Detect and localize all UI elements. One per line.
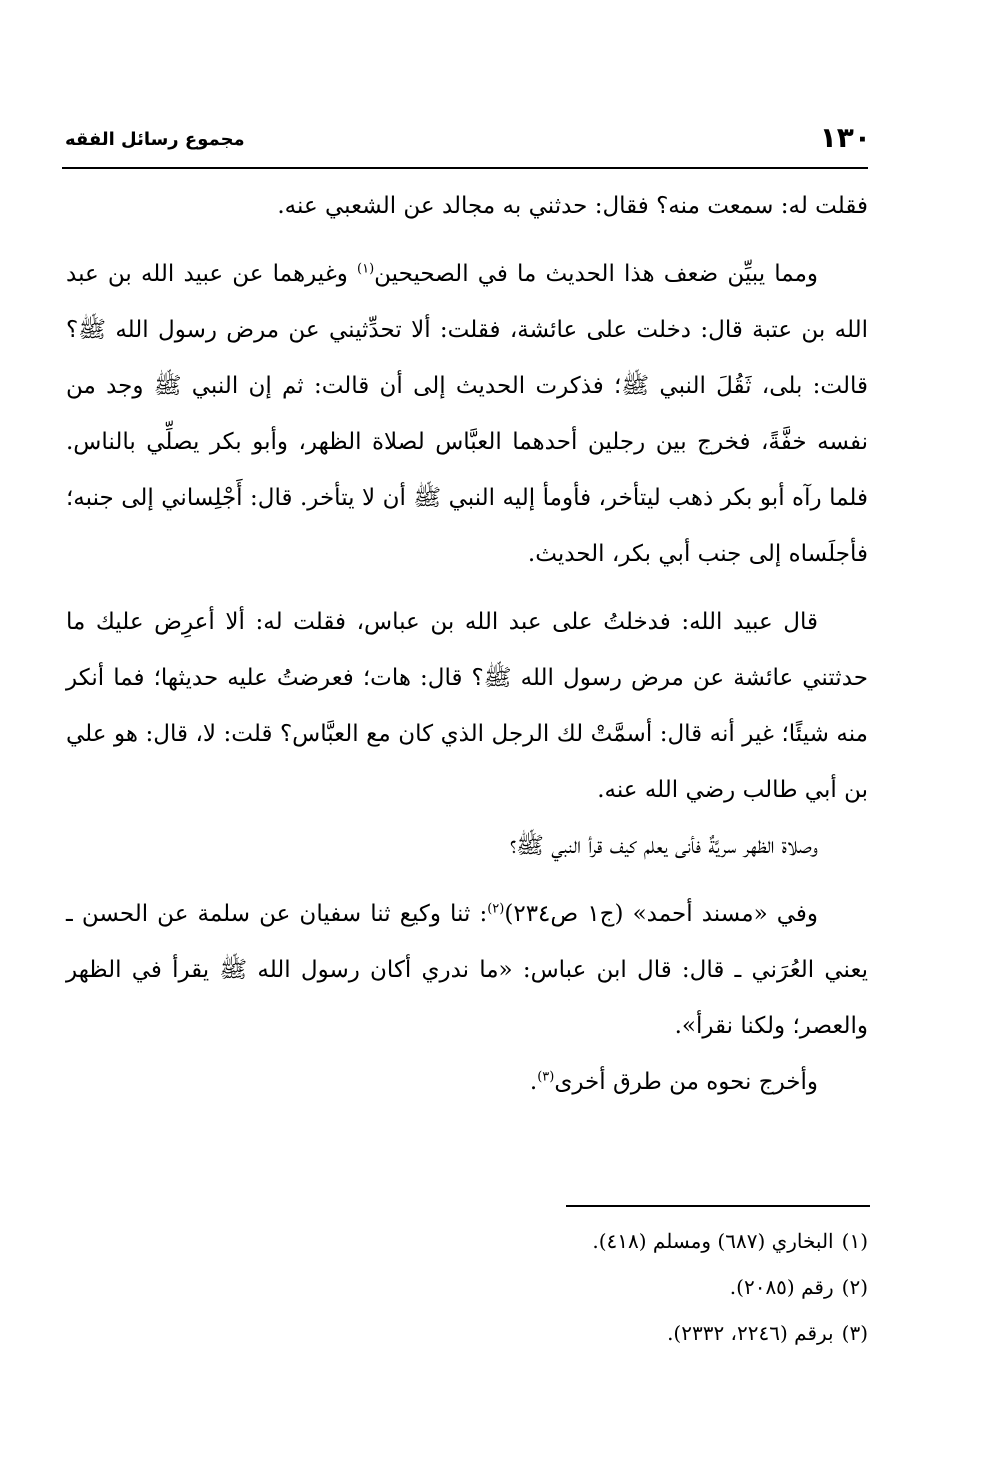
- paragraph-3: قال عبيد الله: فدخلتُ على عبد الله بن عباس، فقلت له: ألا أعرِض عليك ما حدثتني عائشة عن مرض رسول الله ﷺ؟ قال: هات؛ فعرضتُ عليه حديثها؛ فما أنكر منه شيئًا؛ غير أنه قال: أسمَّتْ لك الرجل الذي كان مع العبَّاس؟ قلت: لا، قال: هو علي بن أبي طالب رضي الله عنه.: [66, 609, 868, 803]
- paragraph-2-part-b: وغيرهما عن عبيد الله بن عبد الله بن عتبة قال: دخلت على عائشة، فقلت: ألا تحدِّثيني عن مرض رسول الله ﷺ؟ قالت: بلى، ثَقُلَ النبي ﷺ؛ فذكرت الحديث إلى أن قالت: ثم إن النبي ﷺ وجد من نفسه خفَّةً، فخرج بين رجلين أحدهما العبَّاس لصلاة الظهر، وأبو بكر يصلِّي بالناس. فلما رآه أبو بكر ذهب ليتأخر، فأومأ إليه النبي ﷺ أن لا يتأخر. قال: أَجْلِساني إلى جنبه؛ فأجلَساه إلى جنب أبي بكر، الحديث.: [66, 261, 868, 567]
- paragraph-6: [66, 1054, 868, 1110]
- footnotes: [368, 1218, 868, 1356]
- main-text: [66, 178, 868, 1110]
- paragraph-6-part-b: .: [529, 1069, 538, 1095]
- page-number: ١٣٠: [819, 121, 871, 154]
- footnote-1-number: (١): [841, 1229, 868, 1253]
- footnote-ref-1: (١): [357, 261, 375, 277]
- footnote-ref-3: (٣): [537, 1069, 555, 1085]
- paragraph-4: وصلاة الظهر سريَّةٌ فأنى يعلم كيف قرأ النبي ﷺ؟: [509, 833, 818, 859]
- paragraph-1: فقلت له: سمعت منه؟ فقال: حدثني به مجالد عن الشعبي عنه.: [277, 193, 868, 219]
- paragraph-2-part-a: ومما يبيِّن ضعف هذا الحديث ما في الصحيحين: [374, 261, 818, 287]
- footnote-3: [368, 1310, 868, 1356]
- footnote-2-text: رقم (٢٠٨٥).: [729, 1275, 834, 1299]
- paragraph-2: [66, 246, 868, 582]
- running-header-title: مجموع رسائل الفقه: [65, 129, 245, 150]
- paragraph-5-part-a: وفي «مسند أحمد» (ج١ ص٢٣٤): [504, 901, 819, 927]
- footnote-divider: [566, 1205, 870, 1207]
- paragraph-5: [66, 886, 868, 1054]
- footnote-2-number: (٢): [841, 1275, 868, 1299]
- footnote-ref-2: (٢): [487, 901, 505, 917]
- footnote-1-text: البخاري (٦٨٧) ومسلم (٤١٨).: [592, 1229, 834, 1253]
- header-divider: [62, 167, 868, 169]
- footnote-1: [368, 1218, 868, 1264]
- paragraph-6-part-a: وأخرج نحوه من طرق أخرى: [554, 1069, 818, 1095]
- footnote-3-number: (٣): [841, 1321, 868, 1345]
- footnote-2: [368, 1264, 868, 1310]
- paragraph-5-part-b: : ثنا وكيع ثنا سفيان عن سلمة عن الحسن ـ يعني العُرَني ـ قال: قال ابن عباس: «ما ندري أكان رسول الله ﷺ يقرأ في الظهر والعصر؛ ولكنا نقرأ».: [66, 901, 868, 1039]
- footnote-3-text: برقم (٢٢٤٦، ٢٣٣٢).: [667, 1321, 834, 1345]
